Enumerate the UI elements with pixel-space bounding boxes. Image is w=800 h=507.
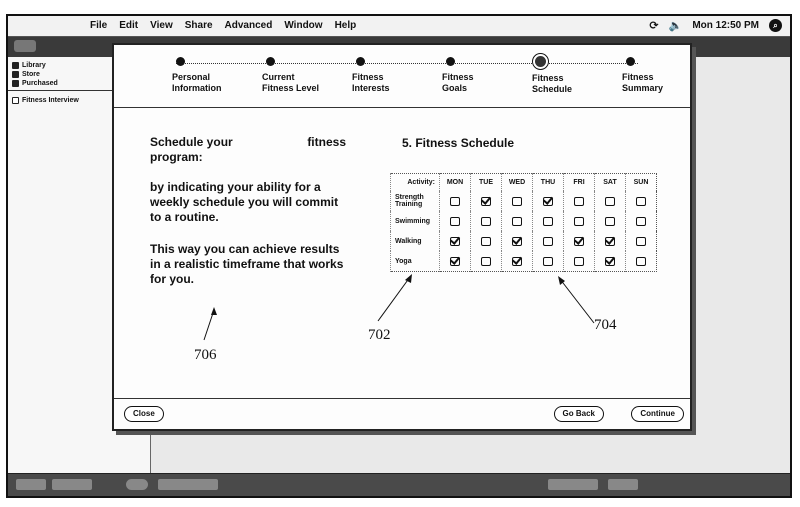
schedule-cell	[471, 231, 502, 251]
schedule-cell	[564, 251, 595, 272]
intro-heading-line2: program:	[150, 150, 203, 164]
store-icon	[12, 71, 19, 78]
schedule-row	[391, 191, 657, 211]
schedule-checkbox[interactable]	[543, 237, 553, 246]
dock-app-icon[interactable]	[548, 479, 598, 490]
schedule-checkbox[interactable]	[512, 257, 522, 266]
step-fitness-schedule[interactable]	[532, 57, 626, 95]
section-title: 5. Fitness Schedule	[402, 136, 515, 150]
step-label: Personal Information	[172, 72, 222, 93]
schedule-cell	[533, 231, 564, 251]
continue-button[interactable]: Continue	[631, 406, 684, 422]
menu-help[interactable]: Help	[334, 20, 357, 31]
schedule-row	[391, 211, 657, 231]
sync-icon[interactable]: ⟳	[649, 20, 659, 32]
schedule-grid	[390, 173, 657, 272]
schedule-cell	[471, 191, 502, 211]
menu-bar	[8, 16, 790, 37]
step-dot	[626, 57, 635, 66]
sidebar-item-label: Purchased	[22, 80, 58, 87]
menu-clock[interactable]: Mon 12:50 PM	[692, 20, 759, 31]
schedule-checkbox[interactable]	[605, 257, 615, 266]
menu-advanced[interactable]: Advanced	[224, 20, 273, 31]
reference-numeral-702: 702	[368, 327, 391, 343]
toolbar-control-icon[interactable]	[14, 40, 36, 52]
activity-label: Swimming	[391, 211, 440, 231]
day-header-sat: SAT	[595, 174, 626, 192]
sidebar-item-label: Store	[22, 71, 40, 78]
fitness-interview-sheet	[112, 43, 692, 431]
intro-paragraph: by indicating your ability for a weekly schedule you will commit to a routine.	[150, 180, 339, 224]
schedule-header-row	[391, 174, 657, 192]
intro-paragraph: This way you can achieve results in a realistic timeframe that works for you.	[150, 242, 344, 286]
intro-heading	[150, 135, 346, 150]
schedule-checkbox[interactable]	[605, 237, 615, 246]
schedule-cell	[440, 251, 471, 272]
step-dot	[266, 57, 275, 66]
step-label: Fitness Goals	[442, 72, 474, 93]
intro-heading-right: fitness	[307, 135, 346, 149]
schedule-cell	[471, 251, 502, 272]
step-label: Fitness Schedule	[532, 73, 573, 94]
schedule-checkbox[interactable]	[574, 257, 584, 266]
step-label: Fitness Summary	[622, 72, 664, 93]
schedule-checkbox[interactable]	[450, 217, 460, 226]
schedule-checkbox[interactable]	[512, 197, 522, 206]
volume-icon[interactable]: 🔈	[668, 20, 683, 32]
schedule-checkbox[interactable]	[543, 197, 553, 206]
day-header-tue: TUE	[471, 174, 502, 192]
schedule-row	[391, 231, 657, 251]
step-label: Fitness Interests	[352, 72, 390, 93]
menu-edit[interactable]: Edit	[119, 20, 139, 31]
schedule-cell	[595, 251, 626, 272]
schedule-checkbox[interactable]	[574, 237, 584, 246]
schedule-cell	[533, 251, 564, 272]
dock-app-icon[interactable]	[52, 479, 92, 490]
intro-text	[150, 135, 350, 299]
schedule-cell	[502, 191, 533, 211]
schedule-checkbox[interactable]	[574, 197, 584, 206]
menu-view[interactable]: View	[150, 20, 173, 31]
schedule-checkbox[interactable]	[543, 217, 553, 226]
step-progress	[114, 45, 690, 108]
spotlight-icon[interactable]: ⌕	[769, 19, 782, 32]
dock	[8, 473, 790, 496]
step-fitness-interests[interactable]	[352, 57, 446, 94]
schedule-checkbox[interactable]	[512, 237, 522, 246]
intro-heading-left: Schedule your	[150, 135, 233, 149]
schedule-body	[391, 191, 657, 272]
screen	[6, 14, 792, 498]
schedule-cell	[502, 251, 533, 272]
schedule-cell	[533, 211, 564, 231]
activity-label: Strength Training	[391, 191, 440, 211]
schedule-checkbox[interactable]	[481, 237, 491, 246]
reference-numeral-706: 706	[194, 347, 217, 363]
schedule-checkbox[interactable]	[450, 257, 460, 266]
step-current-fitness-level[interactable]	[262, 57, 356, 94]
schedule-cell	[595, 211, 626, 231]
library-icon	[12, 62, 19, 69]
dock-app-icon[interactable]	[126, 479, 148, 490]
schedule-checkbox[interactable]	[636, 197, 646, 206]
schedule-checkbox[interactable]	[605, 217, 615, 226]
schedule-checkbox[interactable]	[636, 237, 646, 246]
schedule-cell	[564, 191, 595, 211]
step-dot-current	[535, 56, 546, 67]
day-header-wed: WED	[502, 174, 533, 192]
schedule-cell	[502, 211, 533, 231]
schedule-cell	[471, 211, 502, 231]
purchased-icon	[12, 80, 19, 87]
menu-extras	[649, 19, 782, 32]
step-dot	[176, 57, 185, 66]
dock-app-icon[interactable]	[608, 479, 638, 490]
activity-header: Activity:	[391, 174, 440, 192]
day-header-mon: MON	[440, 174, 471, 192]
schedule-checkbox[interactable]	[512, 217, 522, 226]
step-dot	[446, 57, 455, 66]
schedule-cell	[626, 231, 657, 251]
dock-app-icon[interactable]	[16, 479, 46, 490]
schedule-cell	[533, 191, 564, 211]
schedule-cell	[626, 211, 657, 231]
step-fitness-goals[interactable]	[442, 57, 536, 94]
schedule-checkbox[interactable]	[450, 197, 460, 206]
dock-app-icon[interactable]	[158, 479, 218, 490]
sidebar-item-label: Fitness Interview	[22, 97, 79, 104]
schedule-checkbox[interactable]	[605, 197, 615, 206]
schedule-cell	[564, 211, 595, 231]
schedule-checkbox[interactable]	[574, 217, 584, 226]
schedule-row	[391, 251, 657, 272]
close-button[interactable]: Close	[124, 406, 164, 422]
schedule-cell	[626, 191, 657, 211]
schedule-checkbox[interactable]	[481, 217, 491, 226]
activity-label: Walking	[391, 231, 440, 251]
menu-file[interactable]: File	[90, 20, 108, 31]
schedule-cell	[440, 231, 471, 251]
step-personal-information[interactable]	[172, 57, 266, 94]
activity-label: Yoga	[391, 251, 440, 272]
schedule-checkbox[interactable]	[481, 197, 491, 206]
menu-window[interactable]: Window	[284, 20, 323, 31]
reference-numeral-704: 704	[594, 317, 617, 333]
step-label: Current Fitness Level	[262, 72, 320, 93]
step-fitness-summary[interactable]	[622, 57, 716, 94]
go-back-button[interactable]: Go Back	[554, 406, 604, 422]
day-header-sun: SUN	[626, 174, 657, 192]
schedule-cell	[595, 231, 626, 251]
schedule-checkbox[interactable]	[543, 257, 553, 266]
schedule-checkbox[interactable]	[450, 237, 460, 246]
schedule-checkbox[interactable]	[481, 257, 491, 266]
menu-items	[90, 20, 356, 31]
schedule-cell	[440, 191, 471, 211]
schedule-cell	[502, 231, 533, 251]
schedule-cell	[626, 251, 657, 272]
day-header-fri: FRI	[564, 174, 595, 192]
day-header-thu: THU	[533, 174, 564, 192]
sheet-button-bar	[114, 398, 690, 429]
schedule-cell	[595, 191, 626, 211]
schedule-checkbox[interactable]	[636, 217, 646, 226]
schedule-cell	[564, 231, 595, 251]
step-dot	[356, 57, 365, 66]
sidebar-item-label: Library	[22, 62, 46, 69]
document-icon	[12, 97, 19, 104]
schedule-cell	[440, 211, 471, 231]
schedule-checkbox[interactable]	[636, 257, 646, 266]
menu-share[interactable]: Share	[184, 20, 213, 31]
